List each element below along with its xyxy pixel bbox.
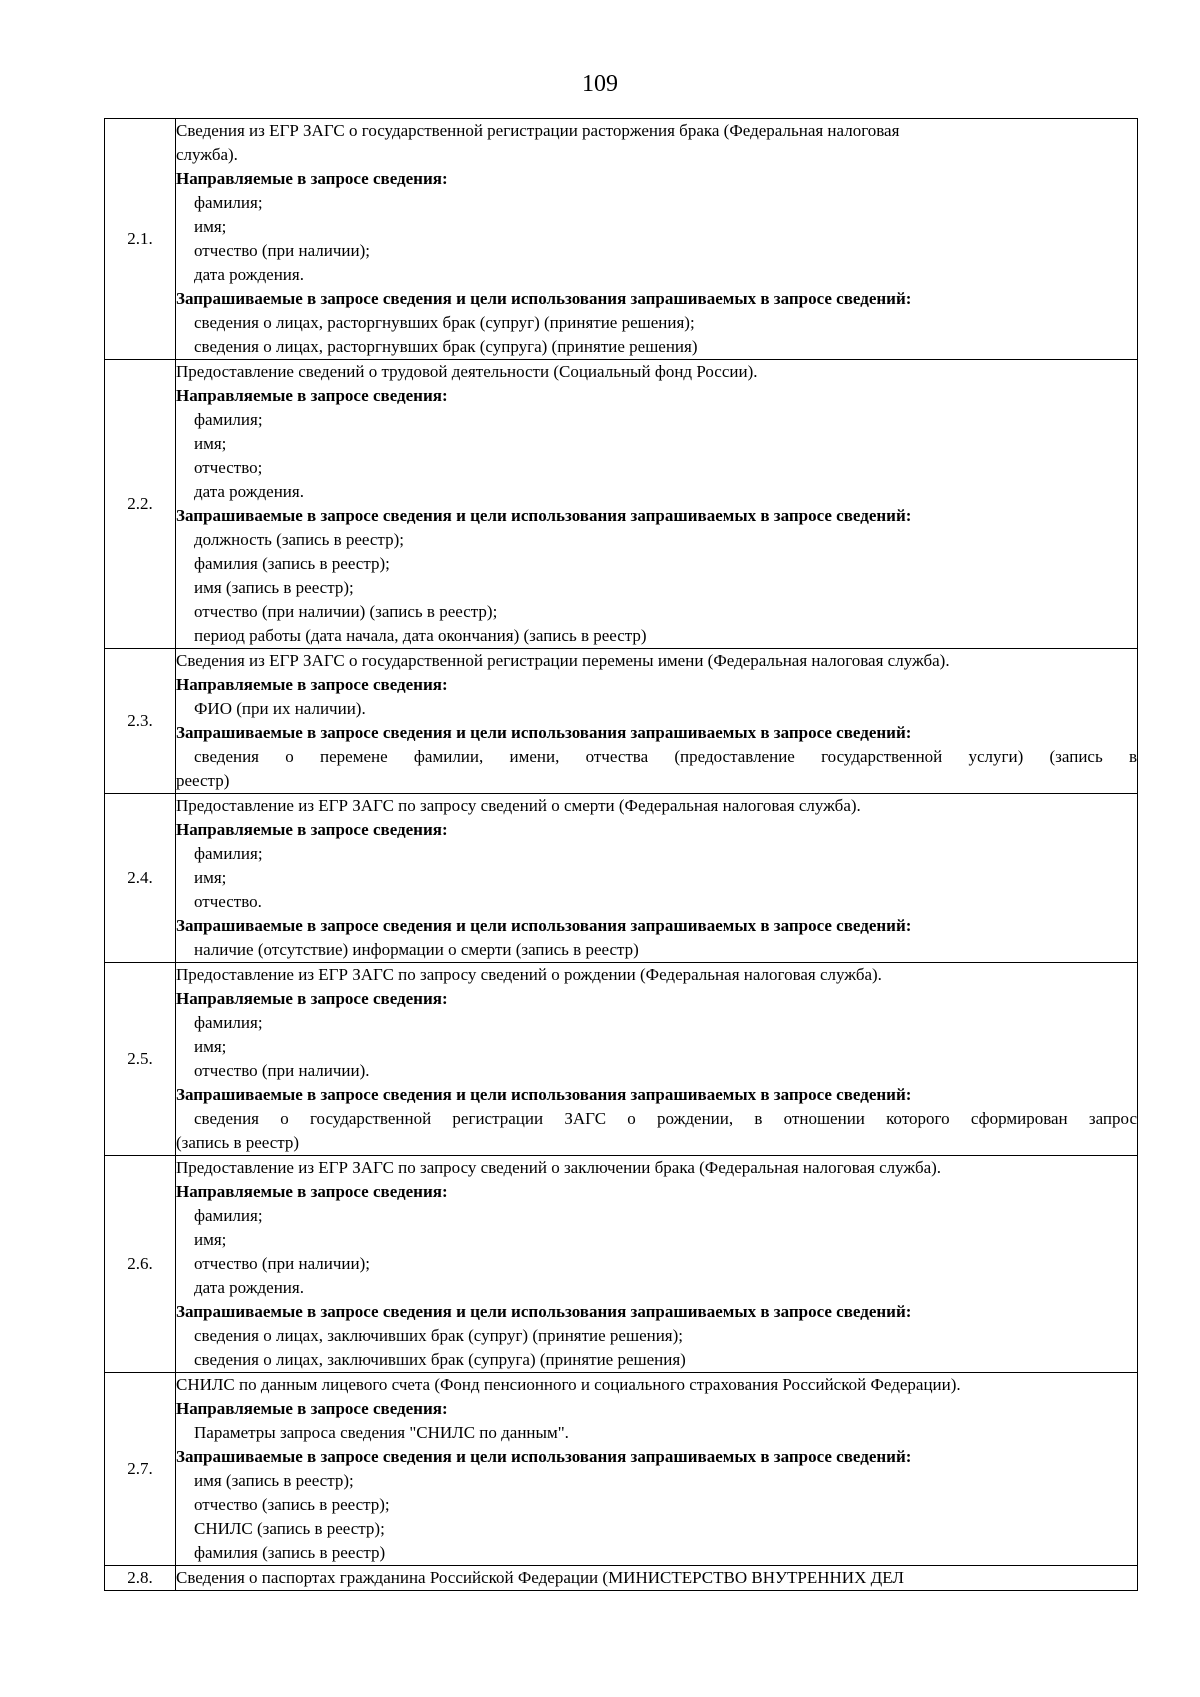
section-heading: Запрашиваемые в запросе сведения и цели использования запрашиваемых в запросе сведений: — [176, 506, 912, 525]
row-content — [176, 963, 1138, 1156]
row-content — [176, 649, 1138, 794]
list-item: имя; — [194, 1230, 227, 1249]
row-number: 2.5. — [105, 963, 176, 1156]
section-heading: Направляемые в запросе сведения: — [176, 675, 448, 694]
table-row — [105, 360, 1138, 649]
section-heading: Запрашиваемые в запросе сведения и цели использования запрашиваемых в запросе сведений: — [176, 723, 912, 742]
row-number: 2.1. — [105, 119, 176, 360]
table-row — [105, 963, 1138, 1156]
list-item: отчество. — [194, 892, 262, 911]
list-item: сведения о лицах, расторгнувших брак (супруг) (принятие решения); — [194, 313, 695, 332]
row-content — [176, 794, 1138, 963]
list-item: дата рождения. — [194, 1278, 304, 1297]
list-item: СНИЛС (запись в реестр); — [194, 1519, 385, 1538]
content-line: Сведения из ЕГР ЗАГС о государственной регистрации расторжения брака (Федеральная налоговая — [176, 121, 900, 140]
row-content — [176, 1373, 1138, 1566]
list-item: фамилия (запись в реестр) — [194, 1543, 386, 1562]
row-content — [176, 119, 1138, 360]
row-content — [176, 1156, 1138, 1373]
content-line: Предоставление из ЕГР ЗАГС по запросу сведений о заключении брака (Федеральная налоговая служба). — [176, 1158, 942, 1177]
list-item: фамилия; — [194, 1206, 263, 1225]
table-row — [105, 794, 1138, 963]
row-number: 2.3. — [105, 649, 176, 794]
content-line: Предоставление из ЕГР ЗАГС по запросу сведений о смерти (Федеральная налоговая служба). — [176, 796, 861, 815]
section-heading: Направляемые в запросе сведения: — [176, 1399, 448, 1418]
section-heading: Запрашиваемые в запросе сведения и цели использования запрашиваемых в запросе сведений: — [176, 916, 912, 935]
list-item: ФИО (при их наличии). — [194, 699, 366, 718]
content-line: Предоставление сведений о трудовой деятельности (Социальный фонд России). — [176, 362, 758, 381]
content-line: СНИЛС по данным лицевого счета (Фонд пенсионного и социального страхования Российской Федерации). — [176, 1375, 961, 1394]
row-content — [176, 360, 1138, 649]
list-item: наличие (отсутствие) информации о смерти (запись в реестр) — [194, 940, 639, 959]
row-content — [176, 1566, 1138, 1591]
section-heading: Направляемые в запросе сведения: — [176, 820, 448, 839]
list-item: имя (запись в реестр); — [194, 1471, 354, 1490]
list-item: сведения о государственной регистрации ЗАГС о рождении, в отношении которого сформирован запрос — [194, 1109, 1137, 1128]
requests-table — [104, 118, 1138, 1591]
list-item: Параметры запроса сведения "СНИЛС по данным". — [194, 1423, 569, 1442]
section-heading: Направляемые в запросе сведения: — [176, 169, 448, 188]
row-number: 2.8. — [105, 1566, 176, 1591]
list-item: сведения о лицах, заключивших брак (супруг) (принятие решения); — [194, 1326, 684, 1345]
content-line: Сведения о паспортах гражданина Российской Федерации (МИНИСТЕРСТВО ВНУТРЕННИХ ДЕЛ — [176, 1568, 904, 1587]
table-body — [105, 119, 1138, 1591]
content-line: реестр) — [176, 771, 230, 790]
list-item: отчество (при наличии); — [194, 1254, 370, 1273]
list-item: имя; — [194, 434, 227, 453]
list-item: дата рождения. — [194, 265, 304, 284]
list-item: фамилия; — [194, 844, 263, 863]
list-item: имя (запись в реестр); — [194, 578, 354, 597]
section-heading: Направляемые в запросе сведения: — [176, 989, 448, 1008]
list-item: отчество (при наличии) (запись в реестр); — [194, 602, 498, 621]
list-item: отчество; — [194, 458, 263, 477]
page-number: 109 — [582, 71, 618, 97]
list-item: отчество (запись в реестр); — [194, 1495, 390, 1514]
section-heading: Запрашиваемые в запросе сведения и цели использования запрашиваемых в запросе сведений: — [176, 1447, 912, 1466]
table-row — [105, 1566, 1138, 1591]
section-heading: Запрашиваемые в запросе сведения и цели использования запрашиваемых в запросе сведений: — [176, 289, 912, 308]
row-number: 2.6. — [105, 1156, 176, 1373]
list-item: сведения о перемене фамилии, имени, отчества (предоставление государственной услуги) (запись в — [194, 747, 1137, 766]
table-row — [105, 119, 1138, 360]
list-item: фамилия (запись в реестр); — [194, 554, 390, 573]
section-heading: Направляемые в запросе сведения: — [176, 1182, 448, 1201]
list-item: отчество (при наличии); — [194, 241, 370, 260]
list-item: период работы (дата начала, дата окончания) (запись в реестр) — [194, 626, 647, 645]
list-item: сведения о лицах, расторгнувших брак (супруга) (принятие решения) — [194, 337, 698, 356]
list-item: должность (запись в реестр); — [194, 530, 404, 549]
table-row — [105, 1373, 1138, 1566]
section-heading: Запрашиваемые в запросе сведения и цели использования запрашиваемых в запросе сведений: — [176, 1085, 912, 1104]
list-item: имя; — [194, 1037, 227, 1056]
row-number: 2.4. — [105, 794, 176, 963]
list-item: имя; — [194, 217, 227, 236]
list-item: фамилия; — [194, 1013, 263, 1032]
table-row — [105, 1156, 1138, 1373]
list-item: фамилия; — [194, 193, 263, 212]
table-row — [105, 649, 1138, 794]
content-line: служба). — [176, 145, 238, 164]
list-item: дата рождения. — [194, 482, 304, 501]
list-item: отчество (при наличии). — [194, 1061, 370, 1080]
content-line: (запись в реестр) — [176, 1133, 300, 1152]
list-item: имя; — [194, 868, 227, 887]
section-heading: Запрашиваемые в запросе сведения и цели использования запрашиваемых в запросе сведений: — [176, 1302, 912, 1321]
list-item: сведения о лицах, заключивших брак (супруга) (принятие решения) — [194, 1350, 686, 1369]
row-number: 2.2. — [105, 360, 176, 649]
content-line: Предоставление из ЕГР ЗАГС по запросу сведений о рождении (Федеральная налоговая служба). — [176, 965, 882, 984]
row-number: 2.7. — [105, 1373, 176, 1566]
section-heading: Направляемые в запросе сведения: — [176, 386, 448, 405]
content-line: Сведения из ЕГР ЗАГС о государственной регистрации перемены имени (Федеральная налоговая служба). — [176, 651, 950, 670]
list-item: фамилия; — [194, 410, 263, 429]
